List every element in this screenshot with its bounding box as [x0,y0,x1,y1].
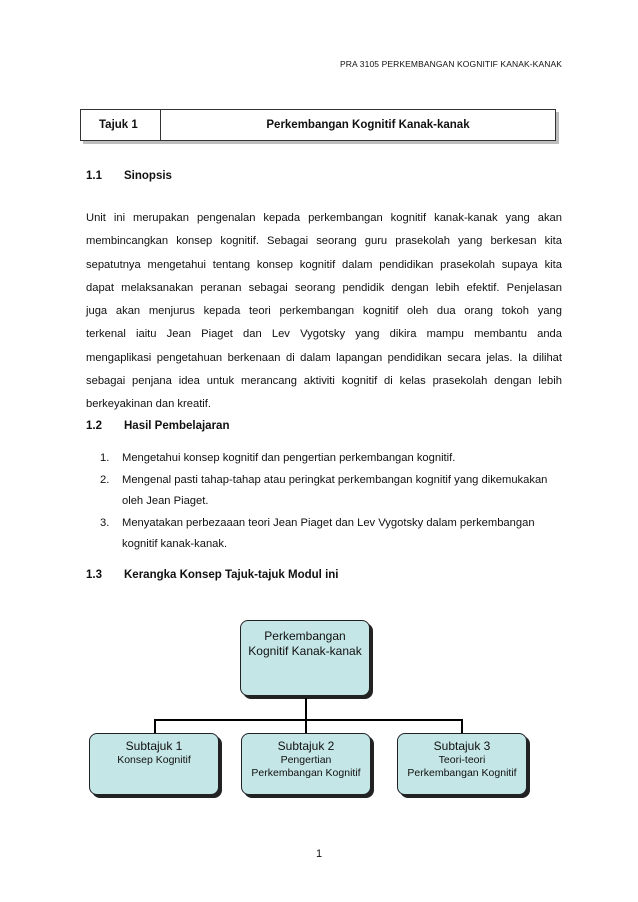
section-number: 1.2 [86,420,102,432]
paragraph-line: sepatutnya mengetahui tentang konsep kognitif dalam pendidikan prasekolah supaya kita [86,258,562,271]
list-number: 3. [100,516,110,529]
connector-trunk [305,698,307,720]
list-text: Menyatakan perbezaaan teori Jean Piaget dan Lev Vygotsky dalam perkembangan kognitif kanak-kanak. [122,516,535,550]
subtopic-desc: Pengertian [280,754,332,766]
sinopsis-paragraph [86,207,562,417]
subtopic-desc: Konsep Kognitif [117,754,191,766]
section-number: 1.3 [86,569,102,581]
section-heading-1-3 [86,569,338,581]
paragraph-line: mengaplikasi pengetahuan berkenaan di dalam lapangan pendidikan secara jelas. Ia dilihat [86,351,562,364]
section-title: Sinopsis [124,170,172,182]
list-number: 1. [100,452,110,464]
subtopic-title: Subtajuk 1 [125,739,183,753]
topic-title: Perkembangan Kognitif Kanak-kanak [266,119,470,131]
paragraph-line: terkenal iaitu Jean Piaget dan Lev Vygotsky yang dikira mampu membantu anda [86,328,562,341]
subtopic-box-2 [241,733,371,795]
paragraph-line: juga akan menjurus kepada teori perkembangan kognitif oleh dua orang tokoh yang [86,305,562,318]
list-item [100,448,562,470]
list-text: Mengenal pasti tahap-tahap atau peringkat perkembangan kognitif yang dikemukakan oleh Jean Piaget. [122,473,548,507]
subtopic-desc: Perkembangan Kognitif [407,767,517,779]
paragraph-line: berkeyakinan dan kreatif. [86,398,212,411]
running-header: PRA 3105 PERKEMBANGAN KOGNITIF KANAK-KANAK [340,59,562,69]
page-number: 1 [315,848,323,860]
section-title: Kerangka Konsep Tajuk-tajuk Modul ini [124,569,339,581]
list-item [100,470,562,513]
subtopic-title: Subtajuk 2 [277,739,335,753]
section-title: Hasil Pembelajaran [124,420,230,432]
subtopic-box-1 [89,733,219,795]
main-concept-line-2: Kognitif Kanak-kanak [248,644,362,658]
topic-number: Tajuk 1 [81,110,161,140]
section-heading-1-2 [86,420,229,432]
connector-branch-2 [305,719,307,733]
learning-outcomes-list [100,448,562,556]
subtopic-desc: Teori-teori [438,754,486,766]
subtopic-desc: Perkembangan Kognitif [251,767,361,779]
paragraph-line: dapat melaksanakan peranan sebagai seorang pendidik dengan lebih efektif. Penjelasan [86,281,562,294]
subtopic-title: Subtajuk 3 [433,739,491,753]
topic-title-box [80,109,556,141]
connector-branch-3 [461,719,463,733]
paragraph-line: sebagai penjana idea untuk merancang aktiviti kognitif di kelas prasekolah dengan lebih [86,375,562,388]
list-number: 2. [100,473,110,486]
main-concept-line-1: Perkembangan [264,629,346,643]
paragraph-line: Unit ini merupakan pengenalan kepada perkembangan kognitif kanak-kanak yang akan [86,212,562,224]
subtopic-box-3 [397,733,527,795]
main-concept-box [240,620,370,696]
connector-branch-1 [154,719,156,733]
section-number: 1.1 [86,170,102,182]
section-heading-1-1 [86,170,172,182]
paragraph-line: membincangkan konsep kognitif. Sebagai seorang guru prasekolah yang berkesan kita [86,235,562,248]
list-text: Mengetahui konsep kognitif dan pengertian perkembangan kognitif. [122,452,456,464]
list-item [100,513,562,556]
connector-horizontal [154,719,463,721]
